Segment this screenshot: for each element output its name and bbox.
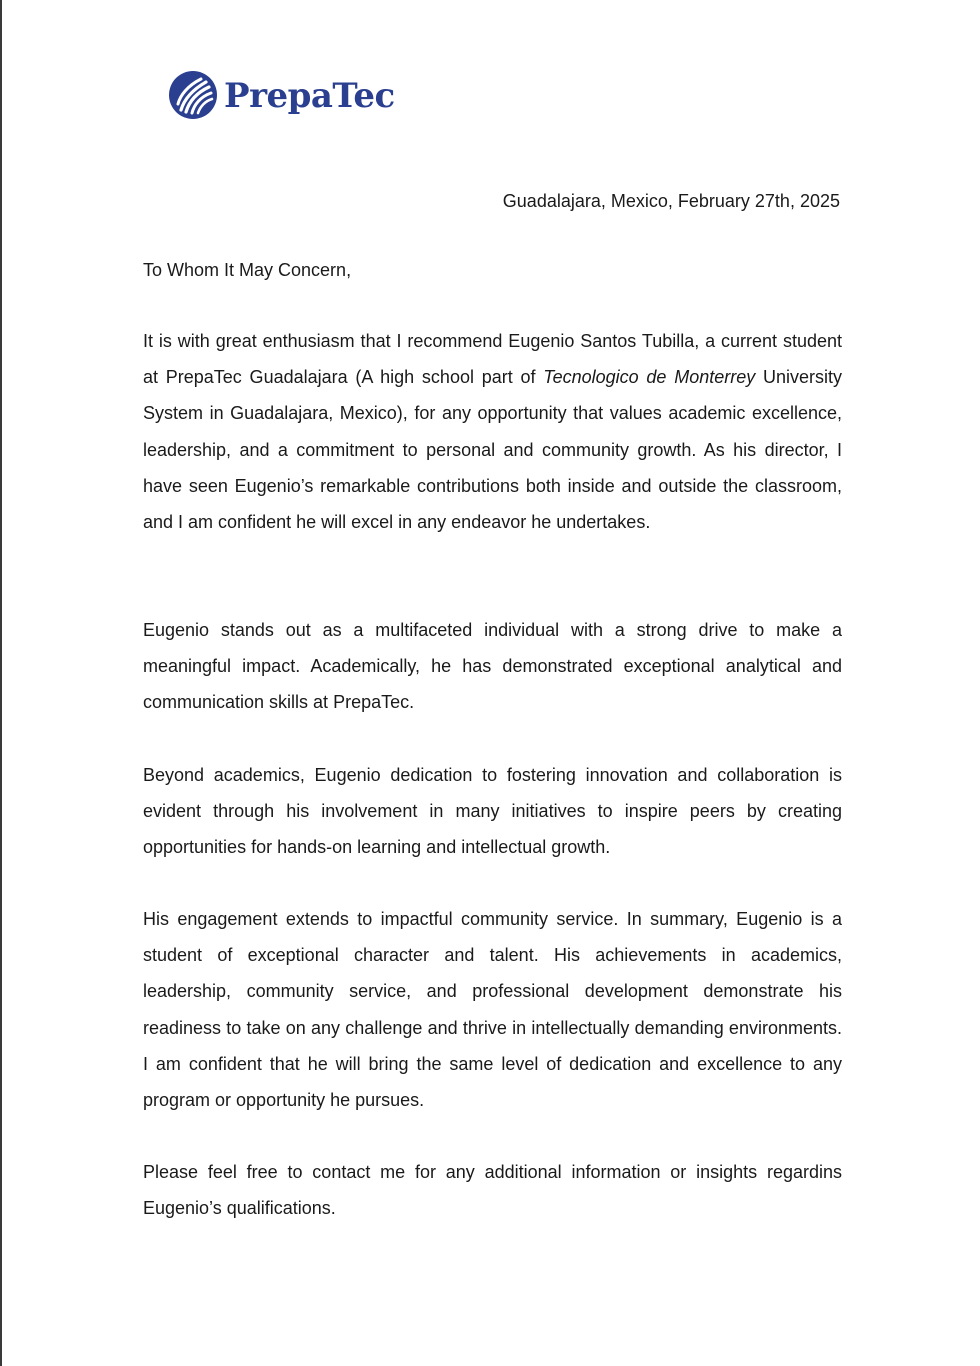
- paragraph-closing: Please feel free to contact me for any additional information or insights regardins Eugenio’s qualifications.: [143, 1162, 842, 1219]
- paragraph-summary: His engagement extends to impactful community service. In summary, Eugenio is a student of exceptional character and talent. His achievements in academics, leadership, community service, and professional development demonstrate his readiness to take on any challenge and thrive in intellectually demanding environments. I am confident that he will bring the same level of dedication and excellence to any program or opportunity he pursues.: [143, 909, 842, 1111]
- paragraph-academics: Eugenio stands out as a multifaceted individual with a strong drive to make a meaningful impact. Academically, he has demonstrated exceptional analytical and communication skills at PrepaTec.: [143, 620, 842, 713]
- salutation: To Whom It May Concern,: [143, 260, 352, 280]
- logo-wordmark: PrepaTec: [224, 76, 395, 116]
- paragraph-beyond-academics: Beyond academics, Eugenio dedication to fostering innovation and collaboration is evident through his involvement in many initiatives to inspire peers by creating opportunities for hands-on learning and intellectual growth.: [143, 765, 842, 858]
- torch-emblem-icon: [168, 70, 218, 120]
- paragraph-introduction-text-1: It is with great enthusiasm that I recommend Eugenio Santos Tubilla, a current student at PrepaTec Guadalajara (A high school part of: [143, 331, 842, 388]
- paragraph-introduction: [143, 323, 842, 540]
- paragraph-introduction-text-2: University System in Guadalajara, Mexico), for any opportunity that values academic excellence, leadership, and a commitment to personal and community growth. As his director, I have seen Eugenio’s remarkable contributions both inside and outside the classroom, and I am confident he will excel in any endeavor he undertakes.: [143, 367, 843, 533]
- prepatec-logo: [168, 70, 395, 120]
- letter-date: Guadalajara, Mexico, February 27th, 2025: [502, 191, 840, 211]
- institution-name: Tecnologico de Monterrey: [543, 367, 756, 388]
